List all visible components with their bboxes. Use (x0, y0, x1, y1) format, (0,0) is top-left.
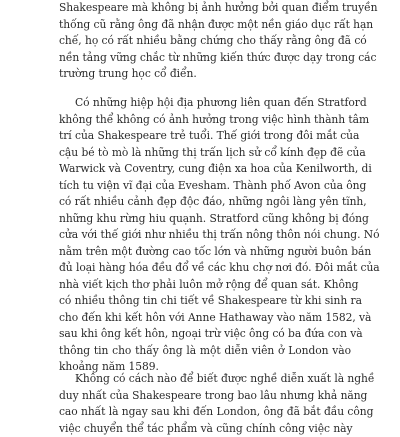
text-line: có rất nhiều cảnh đẹp độc đáo, những ngôi làng yên tĩnh, (59, 194, 351, 211)
text-line: việc chuyển thể tác phẩm và cũng chính công việc này (59, 421, 351, 437)
text-line: không thể không có ảnh hưởng trong việc hình thành tâm (59, 112, 351, 129)
text-line: chế, họ có rất nhiều bằng chứng cho thấy rằng ông đã có (59, 33, 351, 50)
text-line: những khu rừng hiu quạnh. Stratford cũng không bị đóng (59, 211, 351, 228)
text-line: cửa với thế giới như nhiều thị trấn nông thôn nói chung. Nó (59, 227, 351, 244)
text-line: khoảng năm 1589. (59, 359, 351, 376)
text-line: có nhiều thông tin chi tiết về Shakespeare từ khi sinh ra (59, 293, 351, 310)
text-line: nhà viết kịch thơ phải luôn mở rộng để quan sát. Không (59, 277, 351, 294)
text-line: Không có cách nào để biết được nghề diễn xuất là nghề (59, 371, 351, 388)
paragraph (59, 0, 351, 83)
text-line: thông tin cho thấy ông là một diễn viên ở London vào (59, 343, 351, 360)
paragraph (59, 371, 351, 437)
text-line: Có những hiệp hội địa phương liên quan đến Stratford (59, 95, 351, 112)
text-line: Shakespeare mà không bị ảnh hưởng bởi quan điểm truyền (59, 0, 351, 17)
text-line: cậu bé tò mò là những thị trấn lịch sử cổ kính đẹp đẽ của (59, 145, 351, 162)
text-line: Warwick và Coventry, cung điện xa hoa của Kenilworth, di (59, 161, 351, 178)
text-line: duy nhất của Shakespeare trong bao lâu nhưng khả năng (59, 388, 351, 405)
text-line: sau khi ông kết hôn, ngoại trừ việc ông có ba đứa con và (59, 326, 351, 343)
text-line: đủ loại hàng hóa đều đổ về các khu chợ nơi đó. Đôi mắt của (59, 260, 351, 277)
text-line: nền tảng vững chắc từ những kiến thức được dạy trong các (59, 50, 351, 67)
text-line: tích tu viện vĩ đại của Evesham. Thành phố Avon của ông (59, 178, 351, 195)
paragraph (59, 95, 351, 376)
text-line: cao nhất là ngay sau khi đến London, ông đã bắt đầu công (59, 404, 351, 421)
text-line: trí của Shakespeare trẻ tuổi. Thế giới trong đôi mắt của (59, 128, 351, 145)
text-line: cho đến khi kết hôn với Anne Hathaway vào năm 1582, và (59, 310, 351, 327)
text-line: trường trung học cổ điển. (59, 66, 351, 83)
text-line: thống cũ rằng ông đã nhận được một nền giáo dục rất hạn (59, 17, 351, 34)
text-line: nằm trên một đường cao tốc lớn và những người buôn bán (59, 244, 351, 261)
